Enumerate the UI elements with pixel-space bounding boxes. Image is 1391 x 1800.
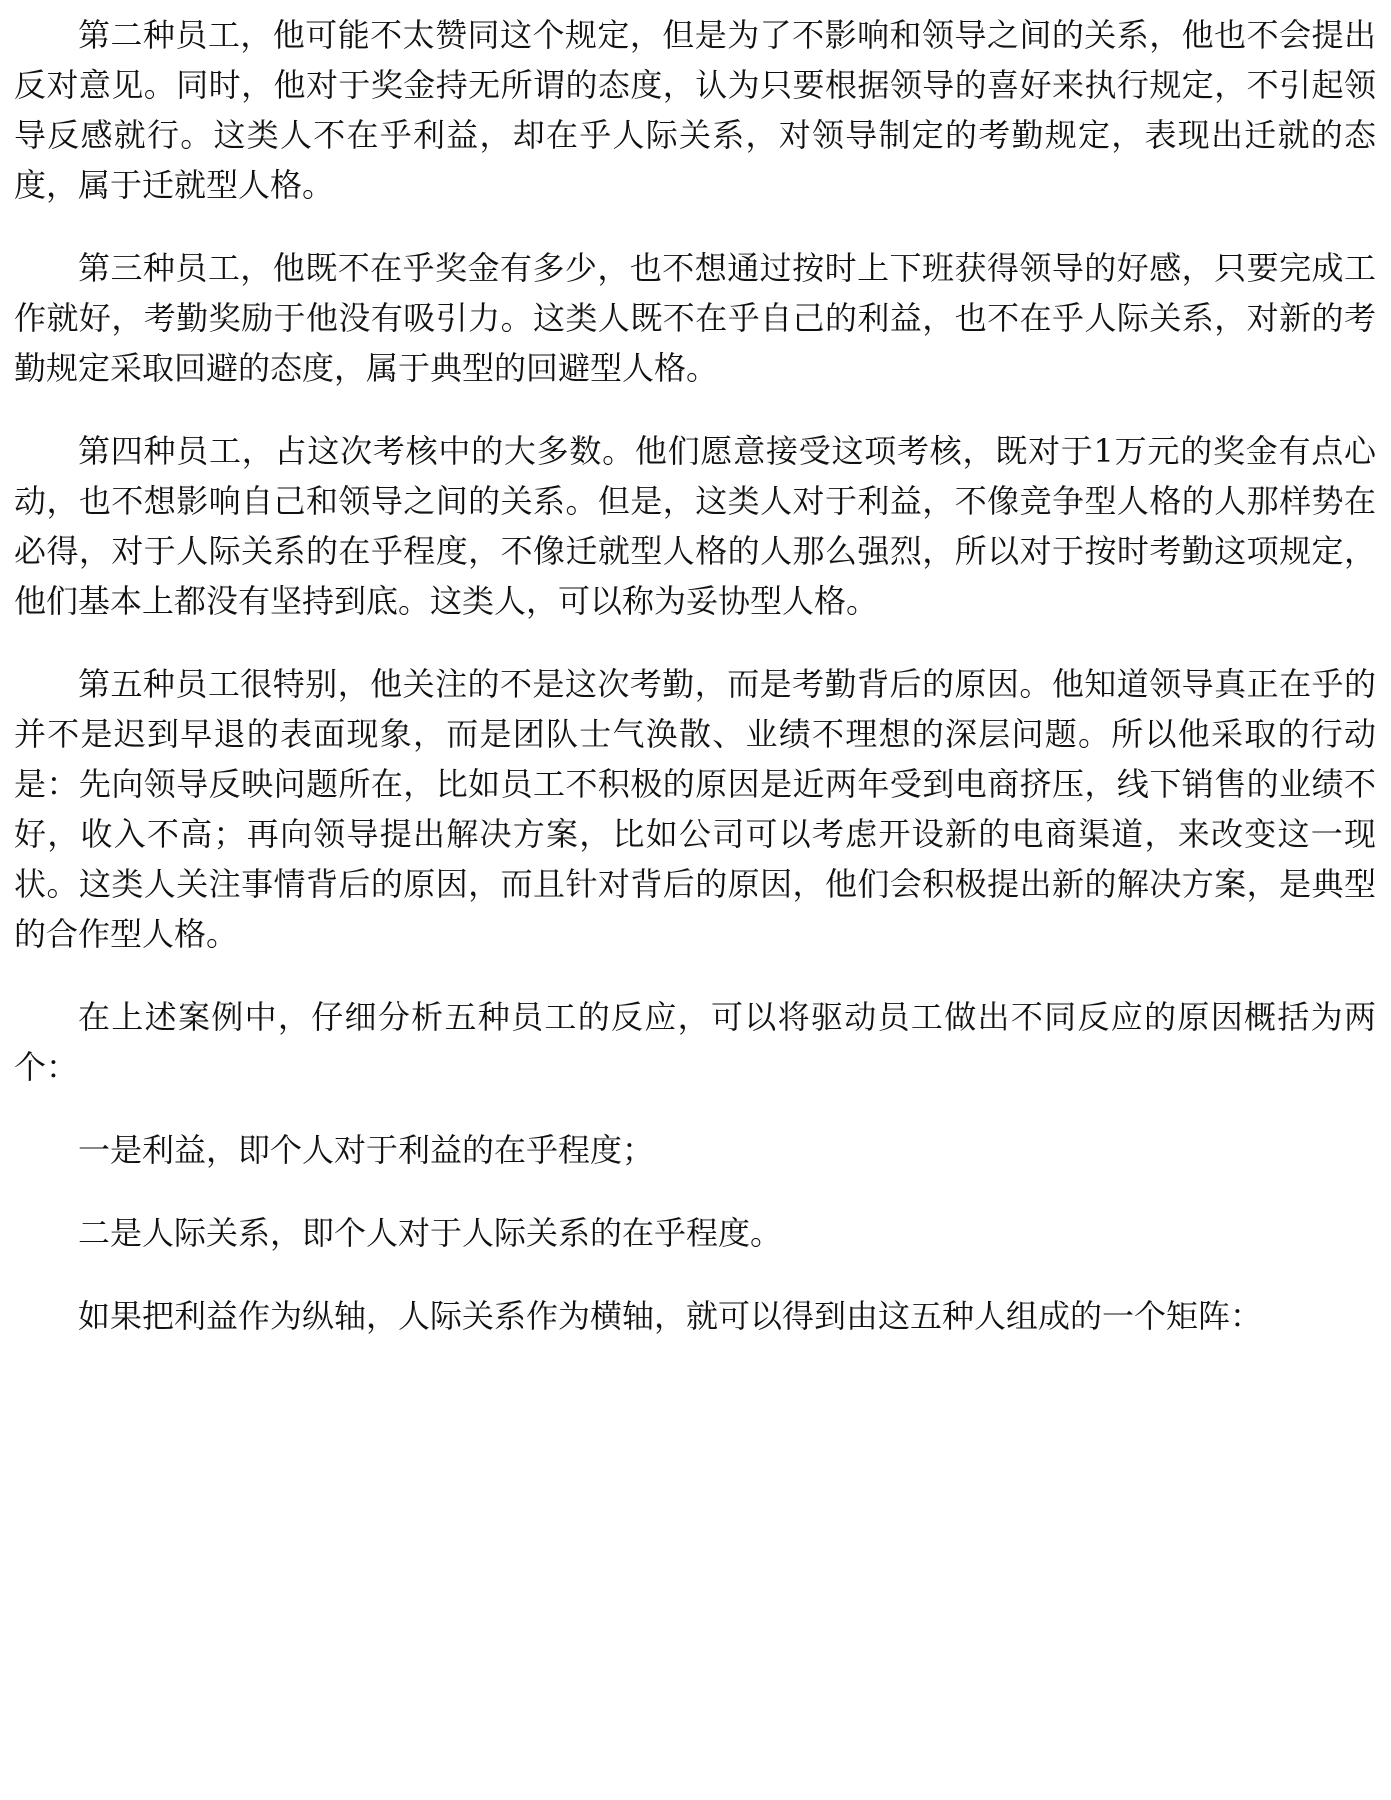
paragraph-fourth-employee: 第四种员工，占这次考核中的大多数。他们愿意接受这项考核，既对于1万元的奖金有点心动，也不想影响自己和领导之间的关系。但是，这类人对于利益，不像竞争型人格的人那样势在必得，对于人际关系的在乎程度，不像迁就型人格的人那么强烈，所以对于按时考勤这项规定，他们基本上都没有坚持到底。这类人，可以称为妥协型人格。 [14, 432, 1376, 620]
paragraph-matrix-intro: 如果把利益作为纵轴，人际关系作为横轴，就可以得到由这五种人组成的一个矩阵： [78, 1297, 1263, 1335]
paragraph-third-employee: 第三种员工，他既不在乎奖金有多少，也不想通过按时上下班获得领导的好感，只要完成工作就好，考勤奖励于他没有吸引力。这类人既不在乎自己的利益，也不在乎人际关系，对新的考勤规定采取回避的态度，属于典型的回避型人格。 [14, 249, 1376, 387]
paragraph-factor-interest: 一是利益，即个人对于利益的在乎程度； [78, 1131, 655, 1169]
paragraph-second-employee: 第二种员工，他可能不太赞同这个规定，但是为了不影响和领导之间的关系，他也不会提出反对意见。同时，他对于奖金持无所谓的态度，认为只要根据领导的喜好来执行规定，不引起领导反感就行。这类人不在乎利益，却在乎人际关系，对领导制定的考勤规定，表现出迁就的态度，属于迁就型人格。 [14, 16, 1376, 204]
paragraph-factor-relationship: 二是人际关系，即个人对于人际关系的在乎程度。 [78, 1214, 783, 1252]
body-text [14, 10, 1376, 1374]
paragraph-case-analysis: 在上述案例中，仔细分析五种员工的反应，可以将驱动员工做出不同反应的原因概括为两个： [14, 998, 1376, 1086]
paragraph-fifth-employee: 第五种员工很特别，他关注的不是这次考勤，而是考勤背后的原因。他知道领导真正在乎的并不是迟到早退的表面现象，而是团队士气涣散、业绩不理想的深层问题。所以他采取的行动是：先向领导反映问题所在，比如员工不积极的原因是近两年受到电商挤压，线下销售的业绩不好，收入不高；再向领导提出解决方案，比如公司可以考虑开设新的电商渠道，来改变这一现状。这类人关注事情背后的原因，而且针对背后的原因，他们会积极提出新的解决方案，是典型的合作型人格。 [14, 665, 1376, 953]
